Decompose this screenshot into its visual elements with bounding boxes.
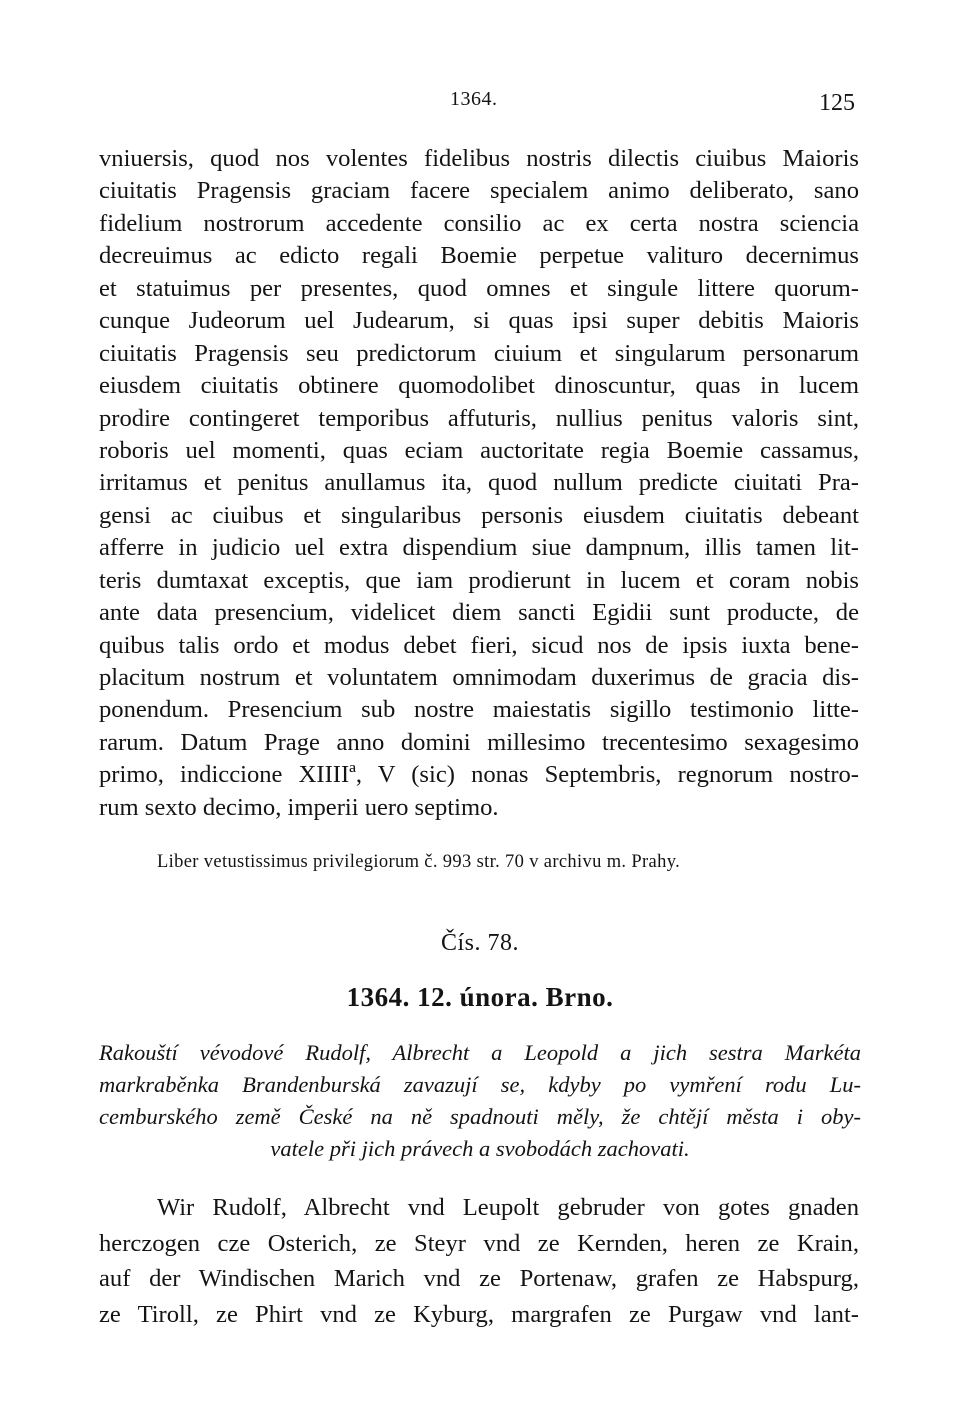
german-text-line: auf der Windischen Marich vnd ze Portenaw, grafen ze Habspurg,: [99, 1265, 859, 1292]
german-text-line: Wir Rudolf, Albrecht vnd Leupolt gebruder von gotes gnaden: [157, 1194, 859, 1221]
text-line: rum sexto decimo, imperii uero septimo.: [99, 793, 499, 821]
text-line: ante data presencium, videlicet diem sancti Egidii sunt producte, de: [99, 599, 859, 627]
abstract-line: Rakouští vévodové Rudolf, Albrecht a Leopold a jich sestra Markéta: [99, 1040, 861, 1065]
text-line: fidelium nostrorum accedente consilio ac ex certa nostra sciencia: [99, 209, 859, 237]
text-line: primo, indiccione XIIIIª, V (sic) nonas Septembris, regnorum nostro-: [99, 761, 859, 789]
german-text-line: ze Tiroll, ze Phirt vnd ze Kyburg, margrafen ze Purgaw vnd lant-: [99, 1300, 859, 1328]
text-line: eiusdem ciuitatis obtinere quomodolibet dinoscuntur, quas in lucem: [99, 372, 859, 400]
document-abstract: [99, 1037, 861, 1165]
text-line: afferre in judicio uel extra dispendium siue dampnum, illis tamen lit-: [99, 534, 859, 562]
text-line: prodire contingeret temporibus affuturis, nullius penitus valoris sint,: [99, 404, 859, 432]
text-line: vniuersis, quod nos volentes fidelibus nostris dilectis ciuibus Maioris: [99, 145, 859, 172]
abstract-line: markraběnka Brandenburská zavazují se, kdyby po vymření rodu Lu-: [99, 1072, 861, 1097]
abstract-line: vatele při jich právech a svobodách zachovati.: [270, 1136, 690, 1161]
document-number: Čís. 78.: [440, 930, 519, 956]
text-line: cunque Judeorum uel Judearum, si quas ipsi super debitis Maioris: [99, 307, 859, 335]
text-line: placitum nostrum et voluntatem omnimodam duxerimus de gracia dis-: [99, 664, 859, 691]
running-head-year: 1364.: [450, 88, 498, 110]
text-line: irritamus et penitus anullamus ita, quod nullum predicte ciuitati Pra-: [99, 469, 859, 497]
text-line: roboris uel momenti, quas eciam auctoritate regia Boemie cassamus,: [99, 436, 859, 464]
latin-charter-text: [99, 143, 859, 824]
running-head: [0, 88, 960, 114]
text-line: rarum. Datum Prage anno domini millesimo trecentesimo sexagesimo: [99, 728, 859, 756]
text-line: teris dumtaxat exceptis, que iam prodierunt in lucem et coram nobis: [99, 566, 859, 594]
text-line: quibus talis ordo et modus debet fieri, sicud nos de ipsis iuxta bene-: [99, 631, 859, 659]
german-charter-text: [99, 1190, 859, 1332]
text-line: ciuitatis Pragensis graciam facere specialem animo deliberato, sano: [99, 177, 859, 205]
text-line: ponendum. Presencium sub nostre maiestatis sigillo testimonio litte-: [99, 696, 859, 724]
text-line: et statuimus per presentes, quod omnes et singule littere quorum-: [99, 274, 859, 302]
abstract-line: cemburského země České na ně spadnouti měly, že chtějí města i oby-: [99, 1104, 861, 1129]
page-number: 125: [819, 90, 855, 116]
text-line: gensi ac ciuibus et singularibus personis eiusdem ciuitatis debeant: [99, 501, 859, 529]
text-line: decreuimus ac edicto regali Boemie perpetue valituro decernimus: [99, 242, 859, 270]
german-text-line: herczogen cze Osterich, ze Steyr vnd ze Kernden, heren ze Krain,: [99, 1229, 859, 1257]
source-citation: Liber vetustissimus privilegiorum č. 993 str. 70 v archivu m. Prahy.: [157, 852, 681, 872]
text-line: ciuitatis Pragensis seu predictorum ciuium et singularum personarum: [99, 339, 859, 367]
document-date-heading: 1364. 12. února. Brno.: [346, 982, 614, 1012]
